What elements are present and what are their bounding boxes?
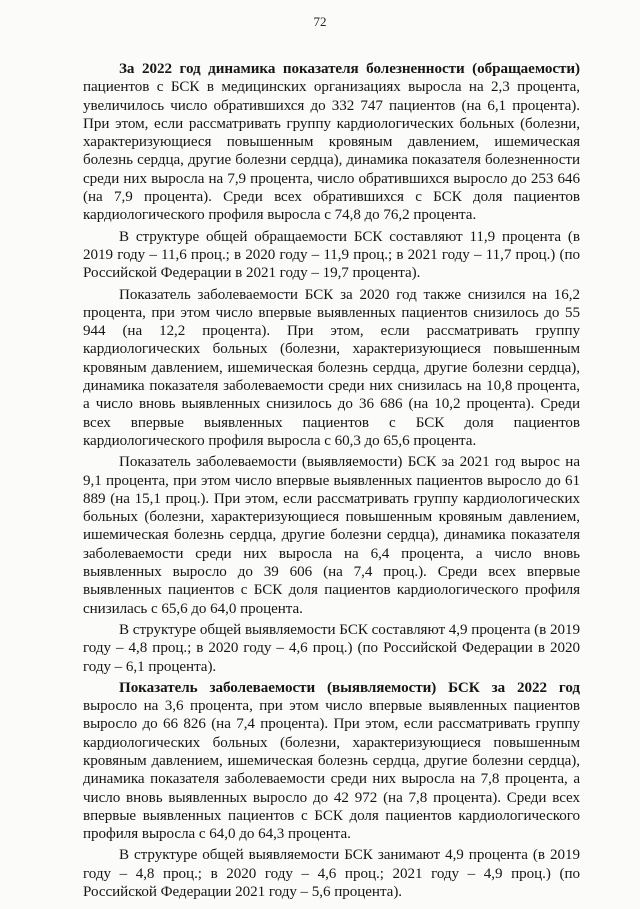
paragraph-1-bold-lead: За 2022 год динамика показателя болезненности (обращаемости) xyxy=(119,61,580,77)
page-number: 72 xyxy=(313,14,327,29)
paragraph-5-text: В структуре общей выявляемости БСК составляют 4,9 процента (в 2019 году – 4,8 проц.; в 2020 году – 4,6 проц.) (по Российской Федерации в 2020 году – 6,1 процента). xyxy=(83,621,580,675)
paragraph-7 xyxy=(83,846,580,901)
paragraph-1 xyxy=(83,60,580,225)
paragraph-5 xyxy=(83,621,580,676)
paragraph-6 xyxy=(83,679,580,844)
paragraph-3-text: Показатель заболеваемости БСК за 2020 год также снизился на 16,2 процента, при этом число впервые выявленных пациентов снизилось до 55 944 (на 12,2 процента). При этом, если рассматривать группу кардиологических больных (болезни, характеризующиеся повышенным кровяным давлением, ишемическая болезнь сердца, другие болезни сердца), динамика показателя заболеваемости среди них снизилась на 10,8 процента, а число вновь выявленных снизилось до 36 686 (на 10,2 процента). Среди всех впервые выявленных пациентов с БСК доля пациентов кардиологического профиля выросла с 60,3 до 65,6 процента. xyxy=(83,286,580,449)
paragraph-1-text: пациентов с БСК в медицинских организациях выросла на 2,3 процента, увеличилось число обратившихся до 332 747 пациентов (на 6,1 процента). При этом, если рассматривать группу кардиологических больных (болезни, характеризующиеся повышенным кровяным давлением, ишемическая болезнь сердца, другие болезни сердца), динамика показателя болезненности среди них выросла на 7,9 процента, число обратившихся выросло до 253 646 (на 7,9 процента). Среди всех обратившихся с БСК доля пациентов кардиологического профиля выросла с 74,8 до 76,2 процента. xyxy=(83,79,580,224)
document-body xyxy=(83,60,580,904)
paragraph-3 xyxy=(83,286,580,451)
paragraph-4-text: Показатель заболеваемости (выявляемости) БСК за 2021 год вырос на 9,1 процента, при этом число впервые выявленных пациентов выросло до 61 889 (на 15,1 проц.). При этом, если рассматривать группу кардиологических больных (болезни, характеризующиеся повышенным кровяным давлением, ишемическая болезнь сердца, другие болезни сердца), динамика показателя заболеваемости среди них выросла на 6,4 процента, а число вновь выявленных выросло до 39 606 (на 7,4 проц.). Среди всех впервые выявленных пациентов с БСК доля пациентов кардиологического профиля снизилась с 65,6 до 64,0 процента. xyxy=(83,454,580,617)
paragraph-6-bold-lead: Показатель заболеваемости (выявляемости) БСК за 2022 год xyxy=(119,679,580,696)
paragraph-4 xyxy=(83,453,580,618)
paragraph-2 xyxy=(83,228,580,283)
paragraph-7-text: В структуре общей выявляемости БСК занимают 4,9 процента (в 2019 году – 4,8 проц.; в 2020 году – 4,6 проц.; 2021 году – 4,9 проц.) (по Российской Федерации 2021 году – 5,6 процента). xyxy=(83,847,580,901)
paragraph-6-text: выросло на 3,6 процента, при этом число впервые выявленных пациентов выросло до 66 826 (на 7,4 процента). При этом, если рассматривать группу кардиологических больных (болезни, характеризующиеся повышенным кровяным давлением, ишемическая болезнь сердца, другие болезни сердца), динамика показателя заболеваемости среди них выросла на 7,8 процента, а число вновь выявленных выросло до 42 972 (на 7,8 процента). Среди всех впервые выявленных пациентов с БСК доля пациентов кардиологического профиля выросла с 64,0 до 64,3 процента. xyxy=(83,698,580,843)
paragraph-2-text: В структуре общей обращаемости БСК составляют 11,9 процента (в 2019 году – 11,6 проц.; в 2020 году – 11,9 проц.; в 2021 году – 11,7 проц.) (по Российской Федерации в 2021 году – 19,7 процента). xyxy=(83,228,580,282)
